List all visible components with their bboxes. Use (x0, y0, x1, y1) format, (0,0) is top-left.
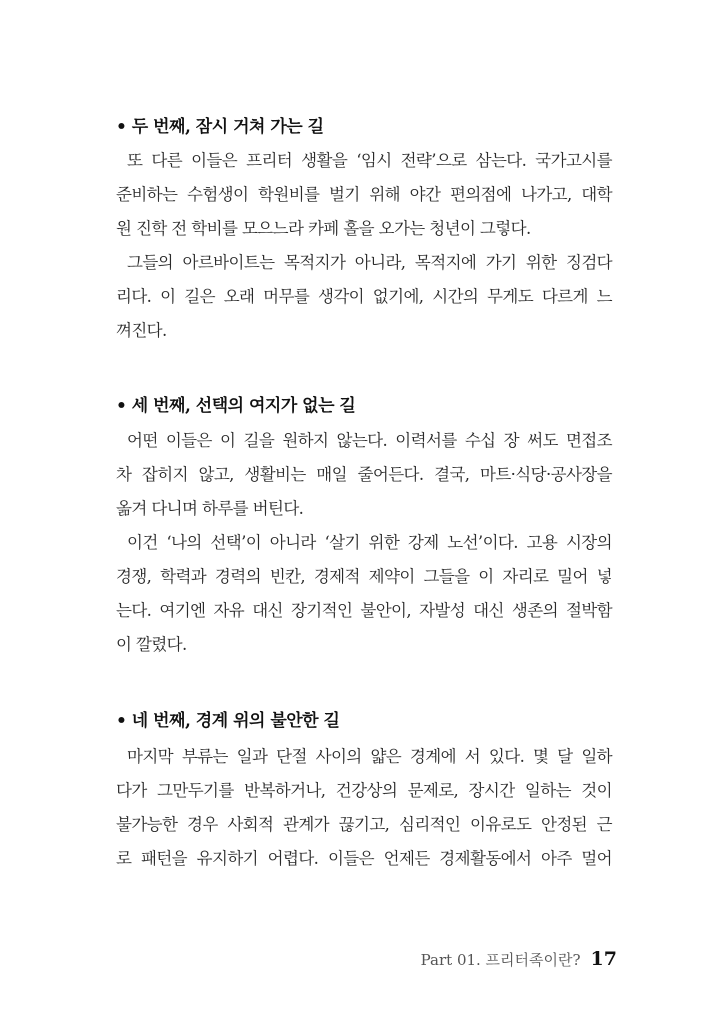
paragraph-line: 경쟁, 학력과 경력의 빈칸, 경제적 제약이 그들을 이 자리로 밀어 넣 (116, 567, 612, 586)
paragraph-line: 이 깔렸다. (116, 635, 187, 654)
paragraph-line: 차 잡히지 않고, 생활비는 매일 줄어든다. 결국, 마트·식당·공사장을 (116, 465, 612, 484)
paragraph-line: 리다. 이 길은 오래 머무를 생각이 없기에, 시간의 무게도 다르게 느 (116, 287, 612, 306)
paragraph-line: 어떤 이들은 이 길을 원하지 않는다. 이력서를 수십 장 써도 면접조 (127, 431, 612, 450)
paragraph-line: 다가 그만두기를 반복하거나, 건강상의 문제로, 장시간 일하는 것이 (116, 781, 612, 800)
paragraph-line: 원 진학 전 학비를 모으느라 카페 홀을 오가는 청년이 그렇다. (116, 219, 531, 238)
paragraph-line: 껴진다. (116, 321, 167, 340)
paragraph-line: 준비하는 수험생이 학원비를 벌기 위해 야간 편의점에 나가고, 대학 (116, 185, 612, 204)
section-heading: • 세 번째, 선택의 여지가 없는 길 (116, 396, 356, 416)
section-heading: • 두 번째, 잠시 거쳐 가는 길 (116, 117, 324, 137)
running-title: Part 01. 프리터족이란? (420, 951, 581, 969)
paragraph-line: 옮겨 다니며 하루를 버틴다. (116, 499, 304, 518)
paragraph-line: 불가능한 경우 사회적 관계가 끊기고, 심리적인 이유로도 안정된 근 (116, 815, 612, 834)
section-heading: • 네 번째, 경계 위의 불안한 길 (116, 711, 340, 731)
paragraph-line: 그들의 아르바이트는 목적지가 아니라, 목적지에 가기 위한 징검다 (127, 253, 612, 272)
page-number: 17 (590, 948, 617, 970)
paragraph-line: 마지막 부류는 일과 단절 사이의 얇은 경계에 서 있다. 몇 달 일하 (127, 747, 612, 766)
paragraph-line: 이건 ‘나의 선택’이 아니라 ‘살기 위한 강제 노선’이다. 고용 시장의 (127, 533, 612, 552)
paragraph-line: 로 패턴을 유지하기 어렵다. 이들은 언제든 경제활동에서 아주 멀어 (116, 849, 612, 868)
paragraph-line: 또 다른 이들은 프리터 생활을 ‘임시 전략’으로 삼는다. 국가고시를 (127, 151, 612, 170)
page-footer (421, 948, 617, 970)
paragraph-line: 는다. 여기엔 자유 대신 장기적인 불안이, 자발성 대신 생존의 절박함 (116, 601, 612, 620)
